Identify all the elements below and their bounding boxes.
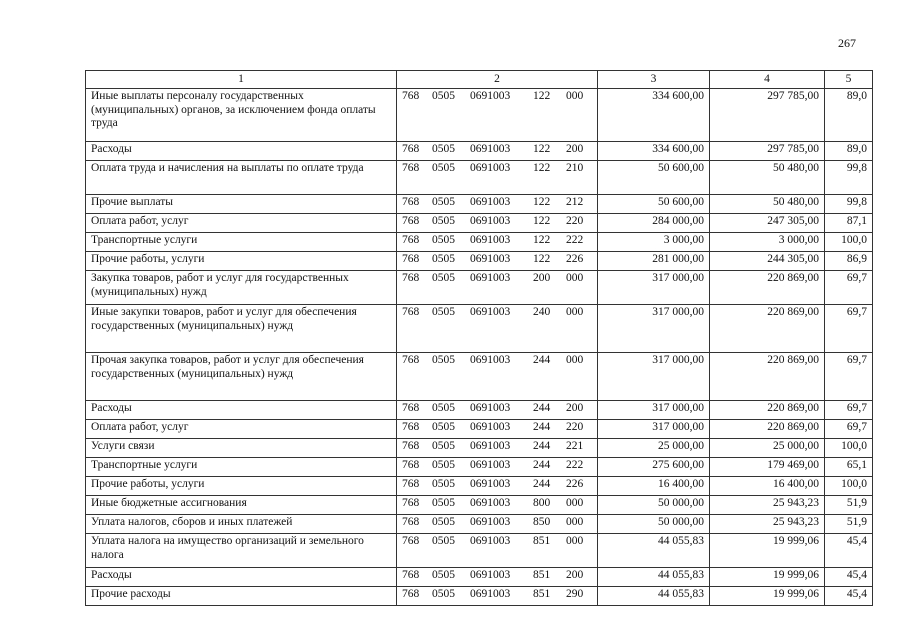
row-name: Иные закупки товаров, работ и услуг для обеспечения государственных (муниципальных) нужд — [86, 305, 397, 353]
code-part-4: 851 — [533, 569, 551, 581]
header-cell-2: 2 — [397, 71, 598, 89]
page-number: 267 — [838, 36, 856, 50]
code-part-5: 000 — [566, 516, 584, 528]
col4-amount: 50 480,00 — [710, 195, 825, 214]
row-codes — [397, 142, 598, 161]
col5-percent: 69,7 — [825, 271, 873, 305]
code-part-2: 0505 — [432, 402, 455, 414]
code-part-1: 768 — [402, 421, 420, 433]
code-part-3: 0691003 — [470, 459, 511, 471]
row-name: Расходы — [86, 568, 397, 587]
header-cell-1: 1 — [86, 71, 397, 89]
col4-amount: 3 000,00 — [710, 233, 825, 252]
code-part-4: 240 — [533, 306, 551, 318]
col5-percent: 69,7 — [825, 353, 873, 401]
code-part-2: 0505 — [432, 354, 455, 366]
row-name: Расходы — [86, 142, 397, 161]
row-name: Уплата налога на имущество организаций и земельного налога — [86, 534, 397, 568]
table-row — [86, 214, 873, 233]
table-row — [86, 439, 873, 458]
code-part-1: 768 — [402, 569, 420, 581]
col5-percent: 45,4 — [825, 568, 873, 587]
code-part-2: 0505 — [432, 90, 455, 102]
col5-percent: 69,7 — [825, 305, 873, 353]
col5-percent: 69,7 — [825, 401, 873, 420]
col3-amount: 50 600,00 — [598, 161, 710, 195]
col5-percent: 100,0 — [825, 439, 873, 458]
row-name: Прочие работы, услуги — [86, 477, 397, 496]
row-codes — [397, 233, 598, 252]
row-name: Иные выплаты персоналу государственных (муниципальных) органов, за исключением фонда оплаты труда — [86, 89, 397, 142]
code-part-5: 000 — [566, 306, 584, 318]
col5-percent: 45,4 — [825, 587, 873, 606]
col4-amount: 25 943,23 — [710, 496, 825, 515]
code-part-2: 0505 — [432, 569, 455, 581]
row-codes — [397, 214, 598, 233]
code-part-2: 0505 — [432, 253, 455, 265]
row-name: Транспортные услуги — [86, 458, 397, 477]
row-name: Прочие работы, услуги — [86, 252, 397, 271]
code-part-4: 244 — [533, 440, 551, 452]
code-part-3: 0691003 — [470, 215, 511, 227]
table-row — [86, 305, 873, 353]
code-part-3: 0691003 — [470, 272, 511, 284]
code-part-5: 000 — [566, 90, 584, 102]
code-part-4: 122 — [533, 215, 551, 227]
col3-amount: 334 600,00 — [598, 142, 710, 161]
code-part-3: 0691003 — [470, 253, 511, 265]
col4-amount: 25 943,23 — [710, 515, 825, 534]
code-part-4: 244 — [533, 478, 551, 490]
code-part-1: 768 — [402, 196, 420, 208]
row-name: Оплата работ, услуг — [86, 420, 397, 439]
code-part-4: 122 — [533, 234, 551, 246]
code-part-3: 0691003 — [470, 569, 511, 581]
table-row — [86, 420, 873, 439]
code-part-1: 768 — [402, 90, 420, 102]
code-part-5: 220 — [566, 421, 584, 433]
col3-amount: 44 055,83 — [598, 534, 710, 568]
col3-amount: 44 055,83 — [598, 587, 710, 606]
code-part-4: 244 — [533, 459, 551, 471]
col4-amount: 19 999,06 — [710, 568, 825, 587]
row-codes — [397, 252, 598, 271]
code-part-2: 0505 — [432, 143, 455, 155]
code-part-3: 0691003 — [470, 588, 511, 600]
row-name: Прочие расходы — [86, 587, 397, 606]
row-codes — [397, 496, 598, 515]
col4-amount: 179 469,00 — [710, 458, 825, 477]
code-part-3: 0691003 — [470, 143, 511, 155]
table-row — [86, 161, 873, 195]
code-part-3: 0691003 — [470, 196, 511, 208]
table-row — [86, 568, 873, 587]
row-codes — [397, 568, 598, 587]
table-row — [86, 233, 873, 252]
col4-amount: 220 869,00 — [710, 271, 825, 305]
row-name: Услуги связи — [86, 439, 397, 458]
col5-percent: 51,9 — [825, 515, 873, 534]
col3-amount: 317 000,00 — [598, 271, 710, 305]
code-part-1: 768 — [402, 497, 420, 509]
row-codes — [397, 271, 598, 305]
col3-amount: 317 000,00 — [598, 420, 710, 439]
row-codes — [397, 439, 598, 458]
row-codes — [397, 420, 598, 439]
col4-amount: 220 869,00 — [710, 420, 825, 439]
table-row — [86, 534, 873, 568]
code-part-1: 768 — [402, 234, 420, 246]
col5-percent: 99,8 — [825, 161, 873, 195]
col3-amount: 44 055,83 — [598, 568, 710, 587]
code-part-5: 290 — [566, 588, 584, 600]
code-part-3: 0691003 — [470, 421, 511, 433]
col4-amount: 16 400,00 — [710, 477, 825, 496]
code-part-5: 222 — [566, 459, 584, 471]
code-part-3: 0691003 — [470, 162, 511, 174]
table-row — [86, 271, 873, 305]
col4-amount: 19 999,06 — [710, 534, 825, 568]
code-part-2: 0505 — [432, 535, 455, 547]
header-cell-5: 5 — [825, 71, 873, 89]
code-part-4: 850 — [533, 516, 551, 528]
code-part-5: 000 — [566, 272, 584, 284]
row-name: Оплата труда и начисления на выплаты по оплате труда — [86, 161, 397, 195]
row-codes — [397, 161, 598, 195]
code-part-5: 200 — [566, 143, 584, 155]
table-row — [86, 142, 873, 161]
code-part-5: 000 — [566, 354, 584, 366]
col5-percent: 89,0 — [825, 142, 873, 161]
col5-percent: 87,1 — [825, 214, 873, 233]
col5-percent: 65,1 — [825, 458, 873, 477]
col4-amount: 25 000,00 — [710, 439, 825, 458]
col4-amount: 50 480,00 — [710, 161, 825, 195]
col4-amount: 247 305,00 — [710, 214, 825, 233]
header-cell-4: 4 — [710, 71, 825, 89]
col3-amount: 16 400,00 — [598, 477, 710, 496]
row-name: Иные бюджетные ассигнования — [86, 496, 397, 515]
col3-amount: 3 000,00 — [598, 233, 710, 252]
row-name: Уплата налогов, сборов и иных платежей — [86, 515, 397, 534]
row-name: Оплата работ, услуг — [86, 214, 397, 233]
code-part-2: 0505 — [432, 215, 455, 227]
col4-amount: 220 869,00 — [710, 353, 825, 401]
code-part-3: 0691003 — [470, 440, 511, 452]
code-part-2: 0505 — [432, 478, 455, 490]
code-part-1: 768 — [402, 516, 420, 528]
row-name: Прочие выплаты — [86, 195, 397, 214]
code-part-3: 0691003 — [470, 90, 511, 102]
code-part-5: 200 — [566, 569, 584, 581]
col4-amount: 297 785,00 — [710, 142, 825, 161]
code-part-1: 768 — [402, 478, 420, 490]
col5-percent: 100,0 — [825, 477, 873, 496]
code-part-3: 0691003 — [470, 234, 511, 246]
code-part-4: 851 — [533, 535, 551, 547]
col3-amount: 334 600,00 — [598, 89, 710, 142]
col3-amount: 317 000,00 — [598, 401, 710, 420]
table-row — [86, 353, 873, 401]
col3-amount: 275 600,00 — [598, 458, 710, 477]
code-part-1: 768 — [402, 588, 420, 600]
code-part-4: 122 — [533, 143, 551, 155]
code-part-2: 0505 — [432, 162, 455, 174]
row-codes — [397, 458, 598, 477]
row-codes — [397, 515, 598, 534]
code-part-5: 212 — [566, 196, 584, 208]
code-part-2: 0505 — [432, 306, 455, 318]
code-part-2: 0505 — [432, 516, 455, 528]
code-part-3: 0691003 — [470, 516, 511, 528]
code-part-3: 0691003 — [470, 354, 511, 366]
col5-percent: 51,9 — [825, 496, 873, 515]
col5-percent: 45,4 — [825, 534, 873, 568]
row-codes — [397, 89, 598, 142]
code-part-1: 768 — [402, 535, 420, 547]
col5-percent: 89,0 — [825, 89, 873, 142]
code-part-4: 244 — [533, 402, 551, 414]
col3-amount: 50 000,00 — [598, 515, 710, 534]
table-row — [86, 496, 873, 515]
code-part-1: 768 — [402, 440, 420, 452]
row-codes — [397, 587, 598, 606]
table-row — [86, 587, 873, 606]
code-part-2: 0505 — [432, 196, 455, 208]
code-part-2: 0505 — [432, 497, 455, 509]
row-name: Прочая закупка товаров, работ и услуг для обеспечения государственных (муниципальных) нужд — [86, 353, 397, 401]
col3-amount: 284 000,00 — [598, 214, 710, 233]
code-part-1: 768 — [402, 402, 420, 414]
code-part-3: 0691003 — [470, 535, 511, 547]
col4-amount: 19 999,06 — [710, 587, 825, 606]
code-part-5: 222 — [566, 234, 584, 246]
row-codes — [397, 195, 598, 214]
table-row — [86, 401, 873, 420]
code-part-4: 200 — [533, 272, 551, 284]
col4-amount: 297 785,00 — [710, 89, 825, 142]
row-name: Транспортные услуги — [86, 233, 397, 252]
table-row — [86, 252, 873, 271]
row-codes — [397, 305, 598, 353]
code-part-4: 122 — [533, 196, 551, 208]
table-row — [86, 195, 873, 214]
code-part-2: 0505 — [432, 234, 455, 246]
code-part-2: 0505 — [432, 588, 455, 600]
code-part-4: 122 — [533, 253, 551, 265]
row-codes — [397, 353, 598, 401]
row-codes — [397, 534, 598, 568]
code-part-5: 000 — [566, 535, 584, 547]
col3-amount: 50 000,00 — [598, 496, 710, 515]
code-part-4: 122 — [533, 90, 551, 102]
code-part-5: 200 — [566, 402, 584, 414]
col4-amount: 244 305,00 — [710, 252, 825, 271]
col4-amount: 220 869,00 — [710, 401, 825, 420]
code-part-1: 768 — [402, 253, 420, 265]
col5-percent: 86,9 — [825, 252, 873, 271]
code-part-1: 768 — [402, 215, 420, 227]
budget-table — [85, 70, 873, 606]
col3-amount: 50 600,00 — [598, 195, 710, 214]
col3-amount: 317 000,00 — [598, 305, 710, 353]
table-row — [86, 89, 873, 142]
code-part-4: 800 — [533, 497, 551, 509]
code-part-5: 226 — [566, 253, 584, 265]
code-part-5: 226 — [566, 478, 584, 490]
code-part-5: 210 — [566, 162, 584, 174]
code-part-2: 0505 — [432, 421, 455, 433]
code-part-5: 221 — [566, 440, 584, 452]
col4-amount: 220 869,00 — [710, 305, 825, 353]
code-part-4: 244 — [533, 354, 551, 366]
table-row — [86, 458, 873, 477]
code-part-5: 000 — [566, 497, 584, 509]
col3-amount: 281 000,00 — [598, 252, 710, 271]
code-part-2: 0505 — [432, 272, 455, 284]
code-part-2: 0505 — [432, 459, 455, 471]
col3-amount: 25 000,00 — [598, 439, 710, 458]
code-part-1: 768 — [402, 162, 420, 174]
code-part-1: 768 — [402, 143, 420, 155]
row-name: Расходы — [86, 401, 397, 420]
code-part-4: 851 — [533, 588, 551, 600]
code-part-4: 122 — [533, 162, 551, 174]
code-part-1: 768 — [402, 459, 420, 471]
col5-percent: 99,8 — [825, 195, 873, 214]
code-part-5: 220 — [566, 215, 584, 227]
row-codes — [397, 401, 598, 420]
header-row — [86, 71, 873, 89]
code-part-1: 768 — [402, 354, 420, 366]
code-part-3: 0691003 — [470, 402, 511, 414]
code-part-2: 0505 — [432, 440, 455, 452]
code-part-3: 0691003 — [470, 306, 511, 318]
row-codes — [397, 477, 598, 496]
code-part-1: 768 — [402, 306, 420, 318]
row-name: Закупка товаров, работ и услуг для государственных (муниципальных) нужд — [86, 271, 397, 305]
table-row — [86, 477, 873, 496]
code-part-1: 768 — [402, 272, 420, 284]
header-cell-3: 3 — [598, 71, 710, 89]
col5-percent: 69,7 — [825, 420, 873, 439]
col3-amount: 317 000,00 — [598, 353, 710, 401]
code-part-3: 0691003 — [470, 497, 511, 509]
code-part-4: 244 — [533, 421, 551, 433]
code-part-3: 0691003 — [470, 478, 511, 490]
table-row — [86, 515, 873, 534]
col5-percent: 100,0 — [825, 233, 873, 252]
